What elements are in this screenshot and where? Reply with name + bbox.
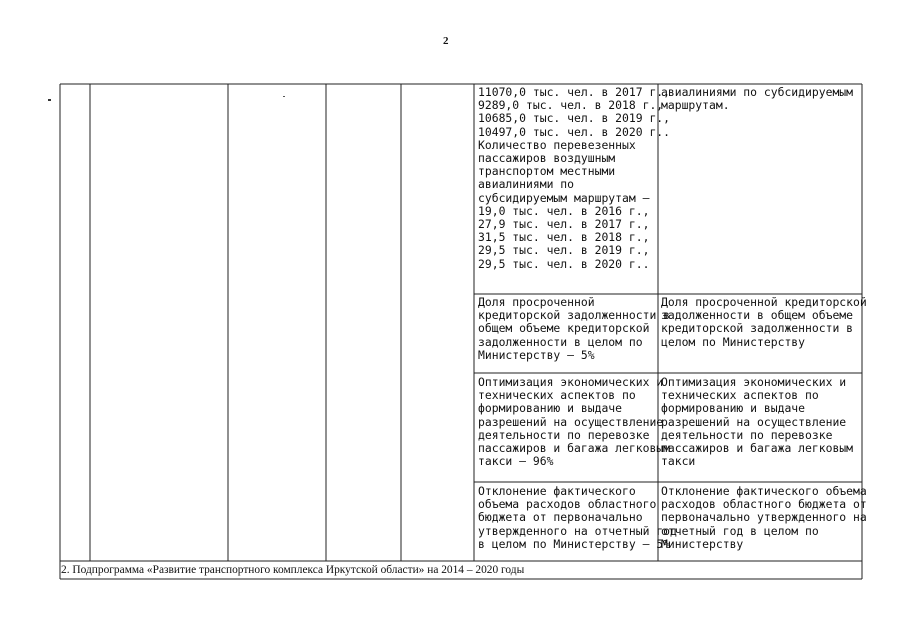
indicator-cell-row1: 11070,0 тыс. чел. в 2017 г., 9289,0 тыс. чел. в 2018 г., 10685,0 тыс. чел. в 2019 г., 10497,0 тыс. чел. в 2020 г.. Количество перевезенных пассажиров воздушным транспортом местными авиалиниями по субсидируемым маршрутам – 19,0 тыс. чел. в 2016 г., 27,9 тыс. чел. в 2017 г., 31,5 тыс. чел. в 2018 г., 29,5 тыс. чел. в 2019 г., 29,5 тыс. чел. в 2020 г.. bbox=[478, 85, 671, 271]
scan-mark bbox=[283, 96, 285, 97]
result-cell-row2: Доля просроченной кредиторской задолженности в общем объеме кредиторской задолженности в целом по Министерству bbox=[661, 295, 867, 349]
indicator-cell-row4: Отклонение фактического объема расходов областного бюджета от первоначально утвержденного на отчетный год в целом по Министерству – 5% bbox=[478, 484, 677, 551]
result-cell-row4: Отклонение фактического объема расходов областного бюджета от первоначально утвержденного на отчетный год в целом по Министерству bbox=[661, 484, 867, 551]
scan-mark bbox=[48, 99, 51, 101]
result-cell-row1: авиалиниями по субсидируемым маршрутам. bbox=[661, 85, 854, 113]
page-number: 2 bbox=[443, 35, 449, 47]
subprogram-row: 2. Подпрограмма «Развитие транспортного комплекса Иркутской области» на 2014 – 2020 годы bbox=[61, 564, 525, 576]
indicator-cell-row3: Оптимизация экономических и технических аспектов по формированию и выдаче разрешений на осуществление деятельности по перевозке пассажиров и багажа легковым такси – 96% bbox=[478, 375, 671, 469]
indicator-cell-row2: Доля просроченной кредиторской задолженности в общем объеме кредиторской задолженности в целом по Министерству – 5% bbox=[478, 295, 671, 362]
result-cell-row3: Оптимизация экономических и технических аспектов по формированию и выдаче разрешений на осуществление деятельности по перевозке пассажиров и багажа легковым такси bbox=[661, 375, 854, 469]
